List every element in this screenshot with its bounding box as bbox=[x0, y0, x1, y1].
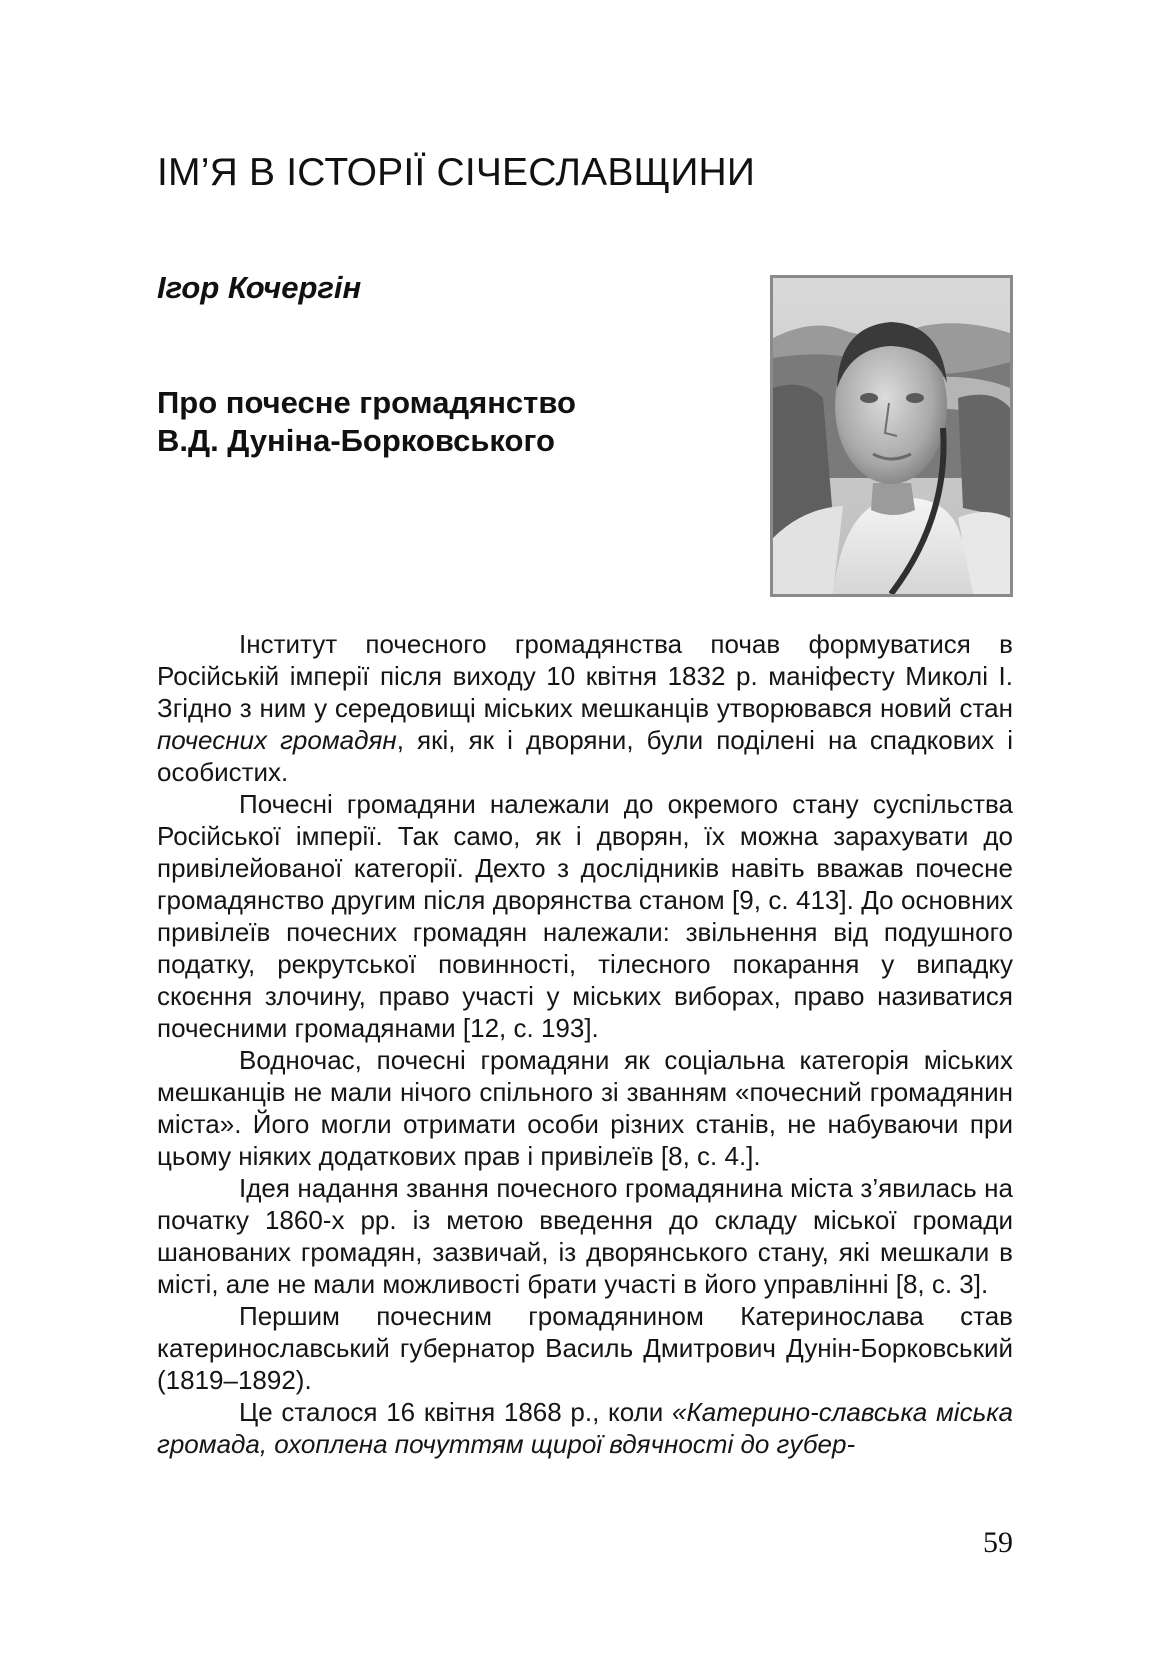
italic-text: «Катерино-славська міська громада, охоплена почуттям щирої вдячності до губер- bbox=[157, 1397, 1013, 1459]
paragraph-1 bbox=[157, 628, 1013, 788]
paragraph-text: Інститут почесного громадянства почав формуватися в Російській імперії після виходу 10 квітня 1832 р. маніфесту Миколі І. Згідно з ним у середовищі міських мешканців утворювався новий стан bbox=[157, 629, 1013, 723]
paragraph-5 bbox=[157, 1300, 1013, 1396]
paragraph-2 bbox=[157, 788, 1013, 1044]
paragraph-text: , які, як і дворяни, були поділені на спадкових і особистих. bbox=[157, 725, 1013, 787]
author-photo bbox=[770, 275, 1013, 597]
paragraph-4 bbox=[157, 1172, 1013, 1300]
paragraph-text: Першим почесним громадянином Катеринослава став катеринославський губернатор Василь Дмитрович Дунін-Борковський (1819–1892). bbox=[157, 1301, 1013, 1395]
paragraph-text: Почесні громадяни належали до окремого стану суспільства Російської імперії. Так само, як і дворян, їх можна зарахувати до привілейованої категорії. Дехто з дослідників навіть вважав почесне громадянство другим після дворянства станом [9, с. 413]. До основних привілеїв почесних громадян належали: звільнення від подушного податку, рекрутської повинності, тілесного покарання у випадку скоєння злочину, право участі у міських виборах, право називатися почесними громадянами [12, с. 193]. bbox=[157, 789, 1013, 1043]
paragraph-6 bbox=[157, 1396, 1013, 1460]
page-number: 59 bbox=[983, 1526, 1013, 1559]
article-body bbox=[157, 628, 1013, 1460]
paragraph-text: Це сталося 16 квітня 1868 р., коли bbox=[239, 1397, 673, 1427]
section-title: ІМ’Я В ІСТОРІЇ СІЧЕСЛАВЩИНИ bbox=[157, 151, 756, 194]
paragraph-text: Ідея надання звання почесного громадянина міста з’явилась на початку 1860-х рр. із метою введення до складу міської громади шанованих громадян, зазвичай, із дворянського стану, які мешкали в місті, але не мали можливості брати участі в його управлінні [8, с. 3]. bbox=[157, 1173, 1013, 1299]
article-title-line-1: Про почесне громадянство bbox=[157, 385, 576, 420]
italic-text: почесних громадян bbox=[157, 725, 397, 755]
article-title bbox=[157, 384, 576, 460]
paragraph-3 bbox=[157, 1044, 1013, 1172]
article-title-line-2: В.Д. Дуніна-Борковського bbox=[157, 423, 555, 458]
paragraph-text: Водночас, почесні громадяни як соціальна категорія міських мешканців не мали нічого спільного зі званням «почесний громадянин міста». Його могли отримати особи різних станів, не набуваючи при цьому ніяких додаткових прав і привілеїв [8, с. 4.]. bbox=[157, 1045, 1013, 1171]
author-name: Ігор Кочергін bbox=[157, 270, 362, 305]
